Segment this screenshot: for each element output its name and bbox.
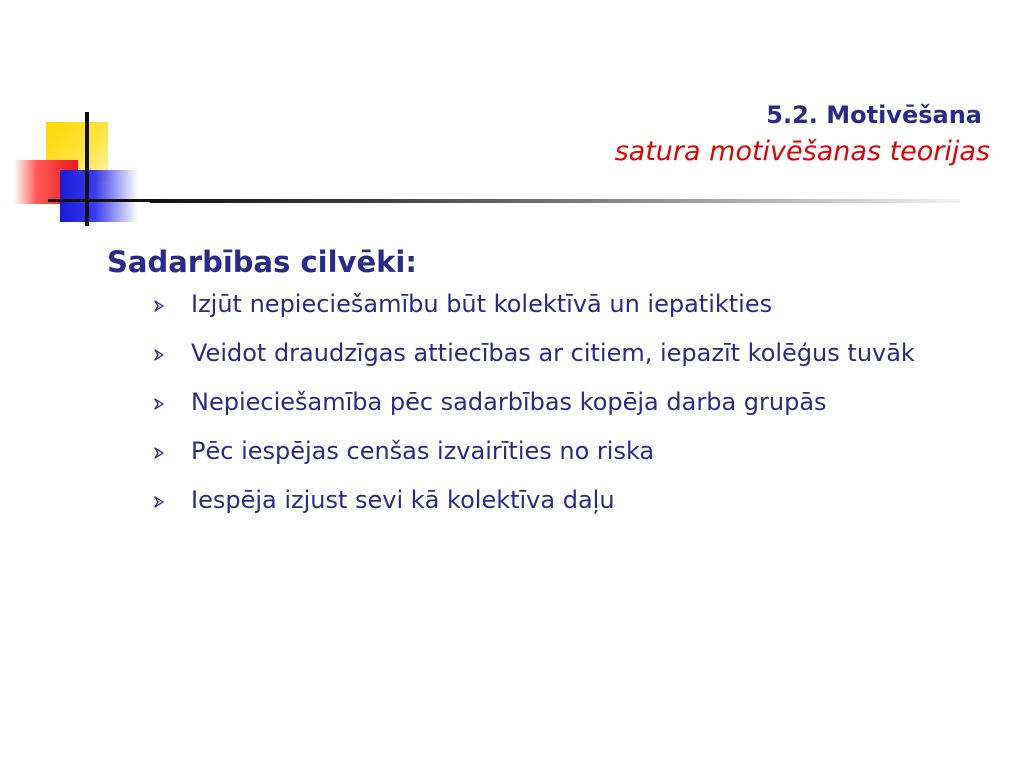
logo-blue-square — [60, 170, 138, 222]
bullet-item — [107, 435, 1011, 467]
title-divider — [150, 199, 960, 203]
arrowhead-bullet-icon — [153, 349, 165, 361]
bullet-text: Iespēja izjust sevi kā kolektīva daļu — [191, 486, 615, 514]
bullet-item — [107, 288, 1011, 320]
bullet-text: Nepieciešamība pēc sadarbības kopēja darba grupās — [191, 388, 827, 416]
bullet-item — [107, 484, 1011, 516]
slide-content — [107, 240, 1007, 533]
logo-horizontal-line — [48, 199, 160, 202]
bullet-text: Veidot draudzīgas attiecības ar citiem, iepazīt kolēģus tuvāk — [191, 339, 915, 367]
decorative-logo — [0, 0, 160, 240]
bullet-item — [107, 337, 1011, 369]
title-main: 5.2. Motivēšana — [766, 101, 982, 129]
slide-title — [615, 98, 990, 172]
bullet-text: Izjūt nepieciešamību būt kolektīvā un iepatikties — [191, 290, 773, 318]
arrowhead-bullet-icon — [153, 447, 165, 459]
arrowhead-bullet-icon — [153, 496, 165, 508]
bullet-item — [107, 386, 1011, 418]
content-heading: Sadarbības cilvēki: — [107, 245, 417, 279]
title-subtitle: satura motivēšanas teorijas — [614, 136, 990, 167]
bullet-list — [107, 288, 1007, 516]
arrowhead-bullet-icon — [153, 300, 165, 312]
bullet-text: Pēc iespējas cenšas izvairīties no riska — [191, 437, 655, 465]
logo-vertical-line — [85, 112, 89, 226]
arrowhead-bullet-icon — [153, 398, 165, 410]
